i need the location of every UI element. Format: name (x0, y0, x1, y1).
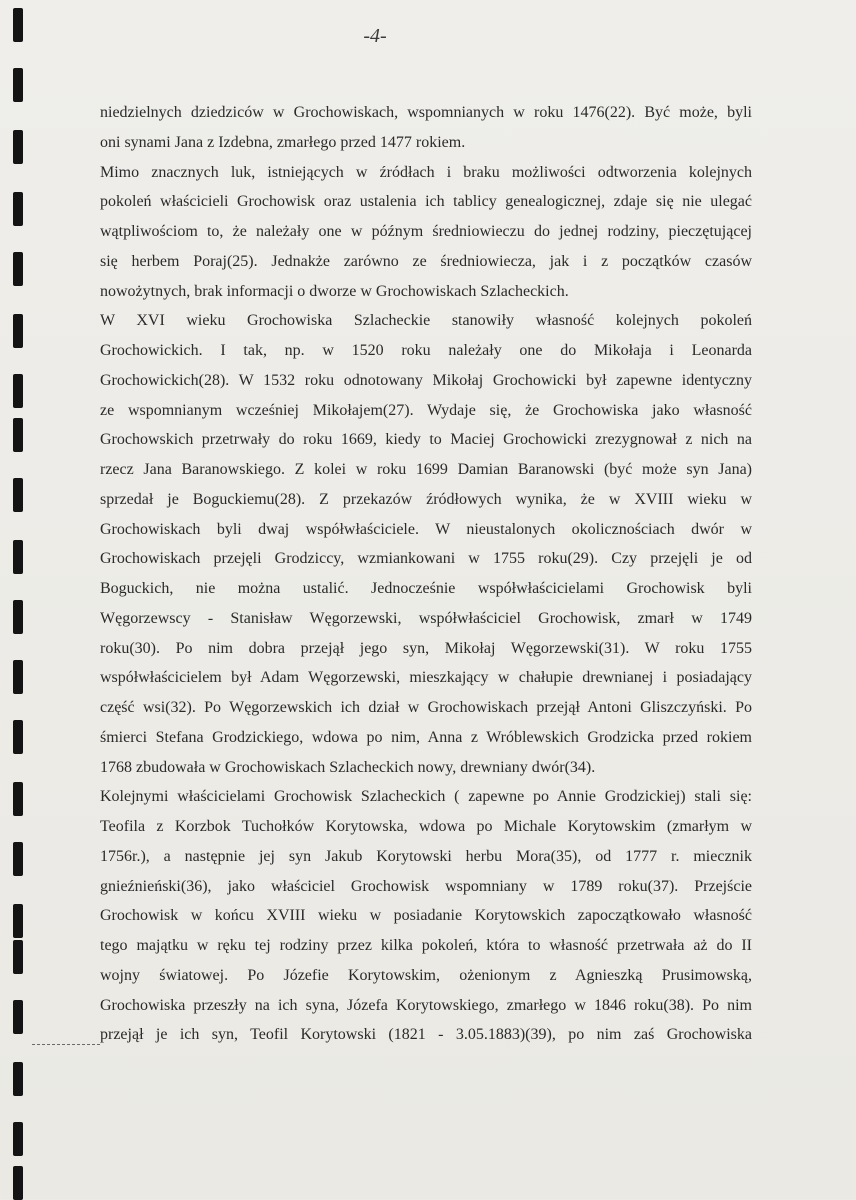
binding-hole (13, 374, 23, 408)
binding-hole (13, 314, 23, 348)
text-line: część wsi(32). Po Węgorzewskich ich dział w Grochowiskach przejął Antoni Gliszczyński. Po (100, 699, 752, 716)
text-line: gnieźnieński(36), jako właściciel Grochowisk wspomniany w 1789 roku(37). Przejście (100, 877, 752, 895)
binding-hole (13, 418, 23, 452)
binding-hole (13, 720, 23, 754)
text-line: tego majątku w ręku tej rodziny przez kilka pokoleń, która to własność przetrwała aż do II (100, 937, 752, 954)
text-line: Grochowickich(28). W 1532 roku odnotowany Mikołaj Grochowicki był zapewne identyczny (100, 371, 752, 389)
text-line: Grochowisk w końcu XVIII wieku w posiadanie Korytowskich zapoczątkowało własność (100, 907, 752, 925)
text-line: Grochowiska przeszły na ich syna, Józefa Korytowskiego, zmarłego w 1846 roku(38). Po nim (100, 996, 752, 1014)
binding-hole (13, 68, 23, 102)
binding-hole (13, 8, 23, 42)
binding-hole (13, 1062, 23, 1096)
binding-hole (13, 782, 23, 816)
text-line: śmierci Stefana Grodzickiego, wdowa po nim, Anna z Wróblewskich Grodzicka przed rokiem (100, 728, 752, 746)
margin-pencil-mark (32, 1044, 100, 1047)
binding-hole (13, 130, 23, 164)
binding-hole (13, 940, 23, 974)
binding-hole (13, 600, 23, 634)
binding-hole (13, 660, 23, 694)
text-line: przejął je ich syn, Teofil Korytowski (1821 - 3.05.1883)(39), po nim zaś Grochowiska (100, 1026, 752, 1044)
text-line: 1756r.), a następnie jej syn Jakub Korytowski herbu Mora(35), od 1777 r. miecznik (100, 847, 752, 865)
text-line: Grochowiskach byli dwaj współwłaściciele. W nieustalonych okolicznościach dwór w (100, 520, 752, 538)
binding-holes (0, 0, 40, 1199)
text-line: sprzedał je Boguckiemu(28). Z przekazów źródłowych wynika, że w XVIII wieku w (100, 490, 752, 508)
text-line: Teofila z Korzbok Tuchołków Korytowska, wdowa po Michale Korytowskim (zmarłym w (100, 818, 752, 835)
binding-hole (13, 478, 23, 512)
body-text (100, 98, 752, 1050)
text-line: W XVI wieku Grochowiska Szlacheckie stanowiły własność kolejnych pokoleń (100, 312, 752, 330)
text-line: 1768 zbudowała w Grochowiskach Szlacheckich nowy, drewniany dwór(34). (100, 758, 596, 776)
binding-hole (13, 540, 23, 574)
text-line: Węgorzewscy - Stanisław Węgorzewski, współwłaściciel Grochowisk, zmarł w 1749 (100, 609, 752, 627)
binding-hole (13, 1000, 23, 1034)
binding-hole (13, 842, 23, 876)
text-line: Kolejnymi właścicielami Grochowisk Szlacheckich ( zapewne po Annie Grodzickiej) stali się: (100, 788, 752, 806)
text-line: Grochowskich przetrwały do roku 1669, kiedy to Maciej Grochowicki zrezygnował z nich na (100, 431, 752, 449)
text-line: niedzielnych dziedziców w Grochowiskach, wspomnianych w roku 1476(22). Być może, byli (100, 104, 752, 121)
text-line: się herbem Poraj(25). Jednakże zarówno ze średniowiecza, jak i z początków czasów (100, 252, 752, 270)
page-number: -4- (363, 25, 387, 47)
text-line: Grochowickich. I tak, np. w 1520 roku należały one do Mikołaja i Leonarda (100, 342, 752, 359)
binding-hole (13, 252, 23, 286)
text-line: wątpliwościom to, że należały one w późnym średniowieczu do jednej rodziny, pieczętującej (100, 223, 752, 240)
text-line: pokoleń właścicieli Grochowisk oraz ustalenia ich tablicy genealogicznej, zdaje się nie ulegać (100, 193, 752, 211)
text-line: Boguckich, nie można ustalić. Jednocześnie współwłaścicielami Grochowisk byli (100, 580, 752, 597)
text-line: oni synami Jana z Izdebna, zmarłego przed 1477 rokiem. (100, 133, 466, 151)
text-line: wojny światowej. Po Józefie Korytowskim, ożenionym z Agnieszką Prusimowską, (100, 966, 752, 984)
text-line: ze wspomnianym wcześniej Mikołajem(27). Wydaje się, że Grochowiska jako własność (100, 401, 752, 419)
binding-hole (13, 1122, 23, 1156)
text-line: współwłaścicielem był Adam Węgorzewski, mieszkający w chałupie drewnianej i posiadający (100, 669, 752, 687)
text-line: nowożytnych, brak informacji o dworze w Grochowiskach Szlacheckich. (100, 282, 569, 300)
binding-hole (13, 1166, 23, 1200)
binding-hole (13, 192, 23, 226)
text-line: roku(30). Po nim dobra przejął jego syn, Mikołaj Węgorzewski(31). W roku 1755 (100, 639, 752, 657)
text-line: Mimo znacznych luk, istniejących w źródłach i braku możliwości odtworzenia kolejnych (100, 163, 752, 181)
text-line: rzecz Jana Baranowskiego. Z kolei w roku 1699 Damian Baranowski (być może syn Jana) (100, 461, 752, 478)
text-line: Grochowiskach przejęli Grodziccy, wzmiankowani w 1755 roku(29). Czy przejęli je od (100, 550, 752, 568)
binding-hole (13, 904, 23, 938)
